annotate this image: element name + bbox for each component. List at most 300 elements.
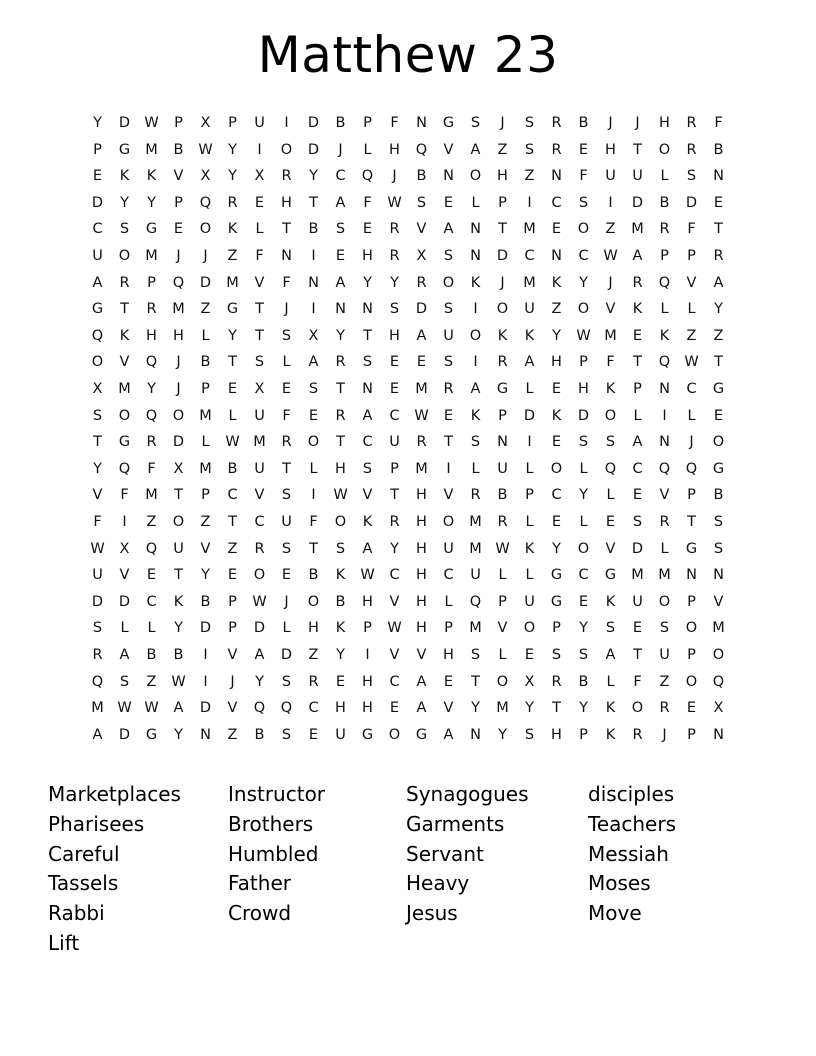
grid-cell[interactable]: R xyxy=(281,434,292,451)
grid-cell[interactable]: K xyxy=(605,593,616,610)
grid-cell[interactable]: I xyxy=(473,301,478,318)
grid-cell[interactable]: F xyxy=(147,460,156,477)
grid-cell[interactable]: L xyxy=(363,141,372,158)
grid-cell[interactable]: Q xyxy=(145,407,158,424)
grid-cell[interactable]: R xyxy=(659,700,670,717)
grid-cell[interactable]: V xyxy=(254,487,265,504)
grid-cell[interactable]: L xyxy=(147,620,156,637)
grid-cell[interactable]: T xyxy=(174,487,183,504)
grid-cell[interactable]: R xyxy=(659,513,670,530)
grid-cell[interactable]: R xyxy=(308,673,319,690)
grid-cell[interactable]: J xyxy=(176,354,181,371)
grid-cell[interactable]: K xyxy=(335,567,346,584)
word-list-item[interactable]: Teachers xyxy=(588,811,676,836)
grid-cell[interactable]: R xyxy=(551,673,562,690)
grid-cell[interactable]: N xyxy=(470,726,481,743)
grid-cell[interactable]: Y xyxy=(255,673,264,690)
grid-cell[interactable]: R xyxy=(632,726,643,743)
grid-cell[interactable]: F xyxy=(309,513,318,530)
grid-cell[interactable]: H xyxy=(605,141,616,158)
grid-cell[interactable]: E xyxy=(389,700,400,717)
grid-cell[interactable]: X xyxy=(173,460,184,477)
grid-cell[interactable]: P xyxy=(228,115,237,132)
grid-cell[interactable]: O xyxy=(712,434,725,451)
grid-cell[interactable]: Y xyxy=(309,168,318,185)
grid-cell[interactable]: K xyxy=(605,726,616,743)
grid-cell[interactable]: Y xyxy=(579,274,588,291)
grid-cell[interactable]: Y xyxy=(390,540,399,557)
grid-cell[interactable]: W xyxy=(171,673,186,690)
grid-cell[interactable]: A xyxy=(713,274,724,291)
grid-cell[interactable]: R xyxy=(632,274,643,291)
grid-cell[interactable]: E xyxy=(227,567,238,584)
grid-cell[interactable]: W xyxy=(387,194,402,211)
grid-cell[interactable]: S xyxy=(659,620,670,637)
grid-cell[interactable]: T xyxy=(471,673,480,690)
grid-cell[interactable]: I xyxy=(608,194,613,211)
grid-cell[interactable]: R xyxy=(686,141,697,158)
grid-cell[interactable]: L xyxy=(471,194,480,211)
grid-cell[interactable]: O xyxy=(496,673,509,690)
grid-cell[interactable]: D xyxy=(685,194,698,211)
grid-cell[interactable]: L xyxy=(687,407,696,424)
grid-cell[interactable]: F xyxy=(606,354,615,371)
grid-cell[interactable]: J xyxy=(608,274,613,291)
grid-cell[interactable]: D xyxy=(199,620,212,637)
grid-cell[interactable]: R xyxy=(416,434,427,451)
grid-cell[interactable]: D xyxy=(118,726,131,743)
grid-cell[interactable]: I xyxy=(473,354,478,371)
grid-cell[interactable]: N xyxy=(200,726,211,743)
grid-cell[interactable]: M xyxy=(523,221,536,238)
grid-cell[interactable]: N xyxy=(362,301,373,318)
grid-cell[interactable]: B xyxy=(713,487,724,504)
grid-cell[interactable]: S xyxy=(119,673,130,690)
grid-cell[interactable]: H xyxy=(308,620,319,637)
grid-cell[interactable]: O xyxy=(388,726,401,743)
grid-cell[interactable]: L xyxy=(525,567,534,584)
grid-cell[interactable]: A xyxy=(335,274,346,291)
word-list-item[interactable]: Heavy xyxy=(406,871,470,896)
grid-cell[interactable]: D xyxy=(496,248,509,265)
grid-cell[interactable]: L xyxy=(282,620,291,637)
grid-cell[interactable]: Z xyxy=(227,726,238,743)
grid-cell[interactable]: O xyxy=(577,221,590,238)
word-list-item[interactable]: Tassels xyxy=(48,871,119,896)
grid-cell[interactable]: A xyxy=(443,221,454,238)
grid-cell[interactable]: Y xyxy=(552,540,561,557)
grid-cell[interactable]: Y xyxy=(228,168,237,185)
grid-cell[interactable]: O xyxy=(658,141,671,158)
grid-cell[interactable]: B xyxy=(497,487,508,504)
word-list-item[interactable]: Careful xyxy=(48,841,120,866)
grid-cell[interactable]: A xyxy=(308,354,319,371)
grid-cell[interactable]: G xyxy=(145,726,158,743)
grid-cell[interactable]: H xyxy=(416,593,427,610)
grid-cell[interactable]: P xyxy=(552,620,561,637)
grid-cell[interactable]: H xyxy=(578,380,589,397)
grid-cell[interactable]: G xyxy=(118,434,131,451)
grid-cell[interactable]: O xyxy=(172,513,185,530)
grid-cell[interactable]: N xyxy=(713,168,724,185)
grid-cell[interactable]: I xyxy=(284,115,289,132)
grid-cell[interactable]: W xyxy=(360,567,375,584)
grid-cell[interactable]: I xyxy=(311,301,316,318)
grid-cell[interactable]: R xyxy=(659,221,670,238)
grid-cell[interactable]: M xyxy=(469,513,482,530)
grid-cell[interactable]: V xyxy=(119,567,130,584)
grid-cell[interactable]: V xyxy=(254,274,265,291)
grid-cell[interactable]: E xyxy=(173,221,184,238)
grid-cell[interactable]: B xyxy=(335,593,346,610)
grid-cell[interactable]: R xyxy=(146,301,157,318)
grid-cell[interactable]: M xyxy=(118,380,131,397)
grid-cell[interactable]: S xyxy=(443,301,454,318)
grid-cell[interactable]: L xyxy=(525,460,534,477)
grid-cell[interactable]: J xyxy=(392,168,397,185)
grid-cell[interactable]: M xyxy=(712,620,725,637)
grid-cell[interactable]: C xyxy=(362,434,373,451)
grid-cell[interactable]: W xyxy=(198,141,213,158)
grid-cell[interactable]: L xyxy=(525,513,534,530)
grid-cell[interactable]: W xyxy=(684,354,699,371)
grid-cell[interactable]: Q xyxy=(253,700,266,717)
grid-cell[interactable]: K xyxy=(497,327,508,344)
grid-cell[interactable]: K xyxy=(524,327,535,344)
grid-cell[interactable]: G xyxy=(442,115,455,132)
grid-cell[interactable]: T xyxy=(255,301,264,318)
grid-cell[interactable]: L xyxy=(660,168,669,185)
grid-cell[interactable]: Y xyxy=(336,327,345,344)
grid-cell[interactable]: Y xyxy=(93,460,102,477)
grid-cell[interactable]: T xyxy=(228,354,237,371)
grid-cell[interactable]: O xyxy=(658,593,671,610)
grid-cell[interactable]: O xyxy=(523,620,536,637)
grid-cell[interactable]: T xyxy=(282,460,291,477)
grid-cell[interactable]: S xyxy=(524,726,535,743)
grid-cell[interactable]: O xyxy=(118,248,131,265)
grid-cell[interactable]: Z xyxy=(524,168,535,185)
grid-cell[interactable]: S xyxy=(389,301,400,318)
grid-cell[interactable]: P xyxy=(579,354,588,371)
grid-cell[interactable]: M xyxy=(604,327,617,344)
grid-cell[interactable]: Q xyxy=(658,354,671,371)
grid-cell[interactable]: F xyxy=(633,673,642,690)
grid-cell[interactable]: X xyxy=(119,540,130,557)
grid-cell[interactable]: T xyxy=(633,141,642,158)
grid-cell[interactable]: Y xyxy=(390,274,399,291)
grid-cell[interactable]: B xyxy=(173,141,184,158)
grid-cell[interactable]: E xyxy=(551,380,562,397)
grid-cell[interactable]: K xyxy=(119,327,130,344)
grid-cell[interactable]: V xyxy=(443,487,454,504)
grid-cell[interactable]: R xyxy=(119,274,130,291)
grid-cell[interactable]: P xyxy=(687,487,696,504)
grid-cell[interactable]: A xyxy=(416,700,427,717)
grid-cell[interactable]: S xyxy=(578,194,589,211)
grid-cell[interactable]: Q xyxy=(685,460,698,477)
grid-cell[interactable]: V xyxy=(362,487,373,504)
grid-cell[interactable]: P xyxy=(201,380,210,397)
grid-cell[interactable]: I xyxy=(446,460,451,477)
grid-cell[interactable]: A xyxy=(254,646,265,663)
grid-cell[interactable]: N xyxy=(443,168,454,185)
grid-cell[interactable]: H xyxy=(362,593,373,610)
grid-cell[interactable]: S xyxy=(362,354,373,371)
grid-cell[interactable]: C xyxy=(524,248,535,265)
grid-cell[interactable]: S xyxy=(578,434,589,451)
grid-cell[interactable]: G xyxy=(118,141,131,158)
grid-cell[interactable]: N xyxy=(362,380,373,397)
grid-cell[interactable]: Q xyxy=(658,274,671,291)
grid-cell[interactable]: A xyxy=(524,354,535,371)
grid-cell[interactable]: E xyxy=(578,593,589,610)
grid-cell[interactable]: E xyxy=(686,700,697,717)
grid-cell[interactable]: S xyxy=(92,620,103,637)
grid-cell[interactable]: M xyxy=(199,460,212,477)
grid-cell[interactable]: K xyxy=(605,700,616,717)
grid-cell[interactable]: O xyxy=(334,513,347,530)
grid-cell[interactable]: D xyxy=(253,620,266,637)
grid-cell[interactable]: W xyxy=(333,487,348,504)
grid-cell[interactable]: G xyxy=(91,301,104,318)
grid-cell[interactable]: W xyxy=(576,327,591,344)
grid-cell[interactable]: S xyxy=(524,141,535,158)
grid-cell[interactable]: D xyxy=(307,115,320,132)
grid-cell[interactable]: P xyxy=(93,141,102,158)
grid-cell[interactable]: H xyxy=(335,460,346,477)
grid-cell[interactable]: D xyxy=(199,274,212,291)
grid-cell[interactable]: P xyxy=(390,460,399,477)
grid-cell[interactable]: R xyxy=(281,168,292,185)
grid-cell[interactable]: S xyxy=(470,646,481,663)
grid-cell[interactable]: S xyxy=(632,513,643,530)
grid-cell[interactable]: D xyxy=(577,407,590,424)
grid-cell[interactable]: Z xyxy=(551,301,562,318)
grid-cell[interactable]: J xyxy=(689,434,694,451)
grid-cell[interactable]: T xyxy=(444,434,453,451)
grid-cell[interactable]: I xyxy=(527,194,532,211)
grid-cell[interactable]: D xyxy=(280,646,293,663)
grid-cell[interactable]: E xyxy=(281,380,292,397)
grid-cell[interactable]: B xyxy=(227,460,238,477)
grid-cell[interactable]: H xyxy=(416,487,427,504)
grid-cell[interactable]: U xyxy=(254,460,265,477)
grid-cell[interactable]: J xyxy=(284,593,289,610)
grid-cell[interactable]: L xyxy=(255,221,264,238)
grid-cell[interactable]: E xyxy=(713,194,724,211)
grid-cell[interactable]: Q xyxy=(712,673,725,690)
word-list-item[interactable]: Jesus xyxy=(406,901,458,926)
grid-cell[interactable]: E xyxy=(92,168,103,185)
grid-cell[interactable]: A xyxy=(119,646,130,663)
grid-cell[interactable]: Q xyxy=(145,354,158,371)
grid-cell[interactable]: E xyxy=(389,354,400,371)
grid-cell[interactable]: T xyxy=(363,327,372,344)
grid-cell[interactable]: C xyxy=(254,513,265,530)
grid-cell[interactable]: L xyxy=(633,407,642,424)
grid-cell[interactable]: R xyxy=(416,274,427,291)
grid-cell[interactable]: W xyxy=(225,434,240,451)
word-list-item[interactable]: Messiah xyxy=(588,841,669,866)
grid-cell[interactable]: L xyxy=(606,487,615,504)
grid-cell[interactable]: P xyxy=(498,407,507,424)
grid-cell[interactable]: Q xyxy=(280,700,293,717)
grid-cell[interactable]: E xyxy=(335,673,346,690)
word-list-item[interactable]: Rabbi xyxy=(48,901,105,926)
grid-cell[interactable]: P xyxy=(174,194,183,211)
grid-cell[interactable]: W xyxy=(252,593,267,610)
grid-cell[interactable]: R xyxy=(335,407,346,424)
grid-cell[interactable]: H xyxy=(362,673,373,690)
grid-cell[interactable]: U xyxy=(173,540,184,557)
grid-cell[interactable]: E xyxy=(632,327,643,344)
grid-cell[interactable]: R xyxy=(551,115,562,132)
grid-cell[interactable]: P xyxy=(687,646,696,663)
grid-cell[interactable]: P xyxy=(525,487,534,504)
grid-cell[interactable]: J xyxy=(176,380,181,397)
grid-cell[interactable]: I xyxy=(203,673,208,690)
grid-cell[interactable]: A xyxy=(470,380,481,397)
grid-cell[interactable]: B xyxy=(200,593,211,610)
grid-cell[interactable]: L xyxy=(471,460,480,477)
grid-cell[interactable]: M xyxy=(145,248,158,265)
grid-cell[interactable]: I xyxy=(365,646,370,663)
grid-cell[interactable]: E xyxy=(605,513,616,530)
grid-cell[interactable]: O xyxy=(469,168,482,185)
grid-cell[interactable]: N xyxy=(470,221,481,238)
grid-cell[interactable]: B xyxy=(659,194,670,211)
grid-cell[interactable]: Y xyxy=(714,301,723,318)
grid-cell[interactable]: E xyxy=(146,567,157,584)
grid-cell[interactable]: U xyxy=(254,115,265,132)
grid-cell[interactable]: O xyxy=(253,567,266,584)
grid-cell[interactable]: M xyxy=(226,274,239,291)
grid-cell[interactable]: K xyxy=(227,221,238,238)
grid-cell[interactable]: S xyxy=(362,460,373,477)
grid-cell[interactable]: X xyxy=(254,168,265,185)
grid-cell[interactable]: V xyxy=(605,301,616,318)
grid-cell[interactable]: C xyxy=(578,248,589,265)
grid-cell[interactable]: L xyxy=(660,540,669,557)
grid-cell[interactable]: Y xyxy=(579,620,588,637)
grid-cell[interactable]: J xyxy=(230,673,235,690)
grid-cell[interactable]: Z xyxy=(146,513,157,530)
grid-cell[interactable]: N xyxy=(470,248,481,265)
grid-cell[interactable]: S xyxy=(605,620,616,637)
grid-cell[interactable]: Y xyxy=(228,141,237,158)
grid-cell[interactable]: E xyxy=(713,407,724,424)
word-list-item[interactable]: Servant xyxy=(406,841,484,866)
grid-cell[interactable]: S xyxy=(416,194,427,211)
grid-cell[interactable]: I xyxy=(311,248,316,265)
grid-cell[interactable]: Y xyxy=(201,567,210,584)
grid-cell[interactable]: I xyxy=(662,407,667,424)
grid-cell[interactable]: P xyxy=(687,593,696,610)
grid-cell[interactable]: M xyxy=(172,301,185,318)
grid-cell[interactable]: Z xyxy=(308,646,319,663)
grid-cell[interactable]: A xyxy=(92,726,103,743)
grid-cell[interactable]: S xyxy=(281,327,292,344)
grid-cell[interactable]: O xyxy=(685,620,698,637)
grid-cell[interactable]: S xyxy=(578,646,589,663)
grid-cell[interactable]: A xyxy=(443,726,454,743)
grid-cell[interactable]: E xyxy=(254,194,265,211)
grid-cell[interactable]: R xyxy=(551,141,562,158)
grid-cell[interactable]: Z xyxy=(200,513,211,530)
grid-cell[interactable]: O xyxy=(307,434,320,451)
grid-cell[interactable]: K xyxy=(173,593,184,610)
grid-cell[interactable]: C xyxy=(551,194,562,211)
grid-cell[interactable]: E xyxy=(443,194,454,211)
grid-cell[interactable]: O xyxy=(469,327,482,344)
grid-cell[interactable]: P xyxy=(363,620,372,637)
grid-cell[interactable]: V xyxy=(686,274,697,291)
grid-cell[interactable]: O xyxy=(199,221,212,238)
grid-cell[interactable]: P xyxy=(228,593,237,610)
grid-cell[interactable]: E xyxy=(281,567,292,584)
grid-cell[interactable]: R xyxy=(146,434,157,451)
grid-cell[interactable]: D xyxy=(631,194,644,211)
grid-cell[interactable]: D xyxy=(199,700,212,717)
grid-cell[interactable]: S xyxy=(524,115,535,132)
grid-cell[interactable]: M xyxy=(415,380,428,397)
grid-cell[interactable]: E xyxy=(632,620,643,637)
grid-cell[interactable]: J xyxy=(662,726,667,743)
grid-cell[interactable]: O xyxy=(442,274,455,291)
grid-cell[interactable]: H xyxy=(497,168,508,185)
grid-cell[interactable]: H xyxy=(173,327,184,344)
grid-cell[interactable]: S xyxy=(713,540,724,557)
grid-cell[interactable]: U xyxy=(92,567,103,584)
grid-cell[interactable]: P xyxy=(687,726,696,743)
grid-cell[interactable]: B xyxy=(308,567,319,584)
grid-cell[interactable]: B xyxy=(173,646,184,663)
grid-cell[interactable]: B xyxy=(416,168,427,185)
grid-cell[interactable]: V xyxy=(659,487,670,504)
grid-cell[interactable]: K xyxy=(362,513,373,530)
grid-cell[interactable]: I xyxy=(203,646,208,663)
grid-cell[interactable]: F xyxy=(120,487,129,504)
word-list-item[interactable]: Father xyxy=(228,871,291,896)
grid-cell[interactable]: Y xyxy=(336,646,345,663)
grid-cell[interactable]: K xyxy=(119,168,130,185)
grid-cell[interactable]: S xyxy=(551,646,562,663)
grid-cell[interactable]: Q xyxy=(361,168,374,185)
grid-cell[interactable]: O xyxy=(712,646,725,663)
grid-cell[interactable]: T xyxy=(282,221,291,238)
grid-cell[interactable]: U xyxy=(389,434,400,451)
grid-cell[interactable]: P xyxy=(579,726,588,743)
grid-cell[interactable]: D xyxy=(631,540,644,557)
grid-cell[interactable]: L xyxy=(525,380,534,397)
grid-cell[interactable]: X xyxy=(416,248,427,265)
grid-cell[interactable]: F xyxy=(93,513,102,530)
grid-cell[interactable]: E xyxy=(335,248,346,265)
grid-cell[interactable]: W xyxy=(117,700,132,717)
word-list-item[interactable]: Humbled xyxy=(228,841,319,866)
grid-cell[interactable]: A xyxy=(416,673,427,690)
grid-cell[interactable]: G xyxy=(550,567,563,584)
grid-cell[interactable]: D xyxy=(118,593,131,610)
grid-cell[interactable]: M xyxy=(631,221,644,238)
grid-cell[interactable]: Y xyxy=(120,194,129,211)
grid-cell[interactable]: U xyxy=(632,168,643,185)
grid-cell[interactable]: F xyxy=(390,115,399,132)
grid-cell[interactable]: V xyxy=(713,593,724,610)
grid-cell[interactable]: L xyxy=(498,646,507,663)
grid-cell[interactable]: G xyxy=(415,726,428,743)
